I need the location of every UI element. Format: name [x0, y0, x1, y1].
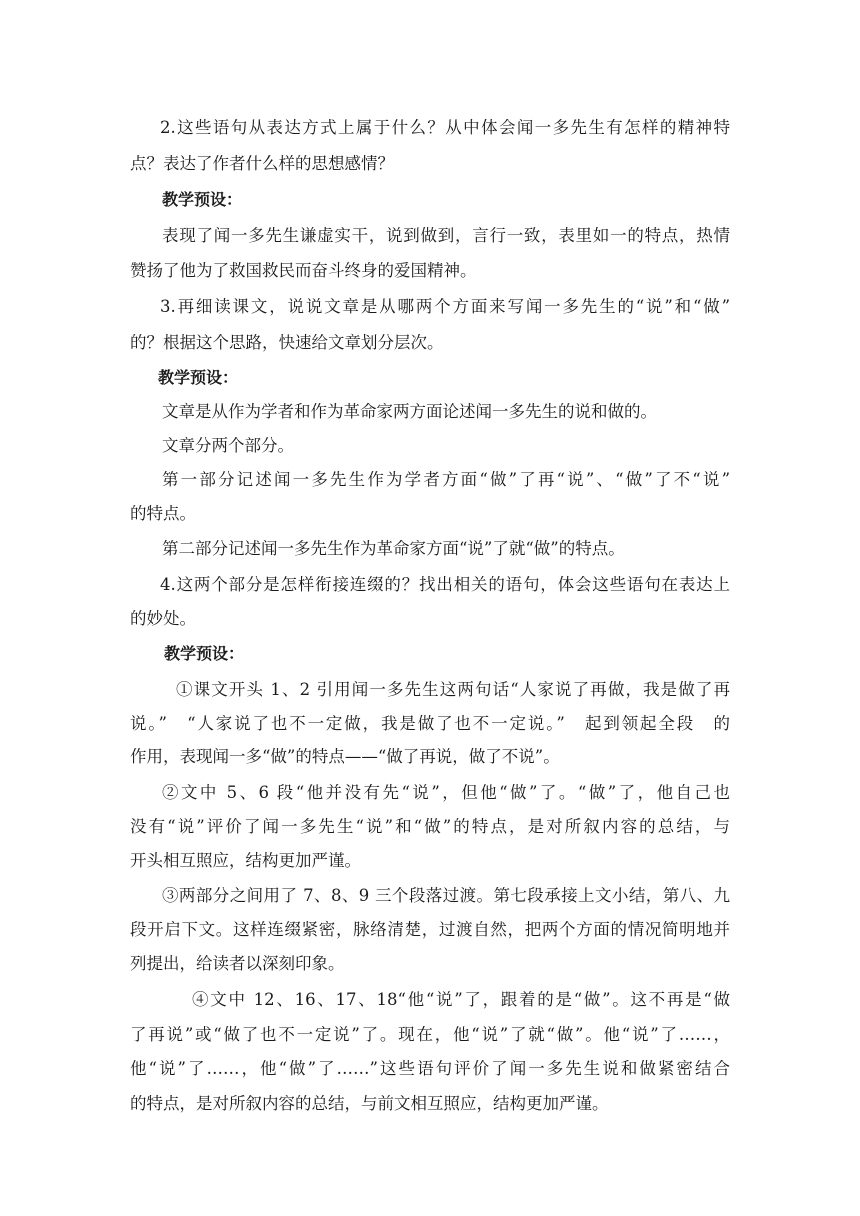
answer-4-point-4-line-1: ④文中 12、16、17、18“他“说”了，跟着的是“做”。这不再是“做: [192, 990, 730, 1009]
question-3-line-2: 的？根据这个思路，快速给文章划分层次。: [130, 333, 444, 352]
answer-4-point-1-line-3: 作用，表现闻一多“做”的特点——“做了再说，做了不说”。: [130, 747, 560, 766]
answer-2-line-2: 赞扬了他为了救国救民而奋斗终身的爱国精神。: [130, 261, 477, 280]
answer-4-point-1-line-1: ①课文开头 1、2 引用闻一多先生这两句话“人家说了再做，我是做了再: [176, 680, 730, 699]
answer-4-point-2-line-2: 没有“说”评价了闻一多先生“说”和“做”的特点，是对所叙内容的总结，与: [130, 817, 730, 836]
answer-4-point-4-line-3: 他“说”了……，他“做”了……”这些语句评价了闻一多先生说和做紧密结合: [130, 1059, 730, 1078]
answer-4-point-3-line-2: 段开启下文。这样连缀紧密，脉络清楚，过渡自然，把两个方面的情况简明地并: [130, 920, 730, 939]
answer-2-line-1: 表现了闻一多先生谦虚实干，说到做到，言行一致，表里如一的特点，热情: [162, 226, 730, 245]
answer-4-point-4-line-2: 了再说”或“做了也不一定说”了。现在，他“说”了就“做”。他“说”了……，: [130, 1025, 730, 1044]
answer-4-point-2-line-3: 开头相互照应，结构更加严谨。: [130, 851, 361, 870]
question-3-line-1: 3.再细读课文，说说文章是从哪两个方面来写闻一多先生的“说”和“做”: [160, 297, 730, 316]
teaching-preset-heading-2: 教学预设：: [158, 368, 239, 387]
answer-3-line-2: 文章分两个部分。: [162, 436, 294, 455]
question-2-line-2: 点？表达了作者什么样的思想感情？: [130, 154, 394, 173]
answer-4-point-3-line-1: ③两部分之间用了 7、8、9 三个段落过渡。第七段承接上文小结，第八、九: [162, 886, 730, 905]
teaching-preset-heading-1: 教学预设：: [162, 190, 243, 209]
question-4-line-2: 的妙处。: [130, 609, 196, 628]
answer-3-line-5: 第二部分记述闻一多先生作为革命家方面“说”了就“做”的特点。: [162, 539, 625, 558]
answer-4-point-2-line-1: ②文中 5、6 段“他并没有先“说”，但他“做”了。“做”了，他自己也: [162, 783, 730, 802]
answer-3-line-4: 的特点。: [130, 504, 196, 523]
question-2-line-1: 2.这些语句从表达方式上属于什么？从中体会闻一多先生有怎样的精神特: [160, 118, 730, 137]
teaching-preset-heading-3: 教学预设：: [164, 644, 245, 663]
answer-4-point-4-line-4: 的特点，是对所叙内容的总结，与前文相互照应，结构更加严谨。: [130, 1094, 609, 1113]
answer-4-point-3-line-3: 列提出，给读者以深刻印象。: [130, 954, 345, 973]
answer-3-line-3: 第一部分记述闻一多先生作为学者方面“做”了再“说”、“做”了不“说”: [162, 470, 730, 489]
answer-3-line-1: 文章是从作为学者和作为革命家两方面论述闻一多先生的说和做的。: [162, 402, 657, 421]
answer-4-point-1-line-2: 说。” “人家说了也不一定做，我是做了也不一定说。” 起到领起全段 的: [130, 714, 730, 733]
question-4-line-1: 4.这两个部分是怎样衔接连缀的？找出相关的语句，体会这些语句在表达上: [160, 575, 730, 594]
